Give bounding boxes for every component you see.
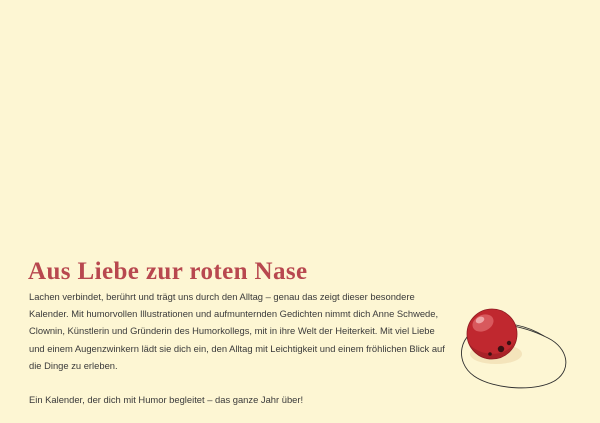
nose-speckle <box>507 341 511 345</box>
paragraph-2: Ein Kalender, der dich mit Humor begleitet – das ganze Jahr über! <box>29 394 304 406</box>
nose-speckle <box>498 346 504 352</box>
page-title: Aus Liebe zur roten Nase <box>28 257 308 285</box>
body-copy <box>29 288 445 408</box>
red-clown-nose-illustration <box>452 296 592 406</box>
paragraph-1: Lachen verbindet, berührt und trägt uns durch den Alltag – genau das zeigt dieser besondere Kalender. Mit humorvollen Illustrationen und aufmunternden Gedichten nimmt dich Anne Schwede, Clownin, Künstlerin und Gründerin des Humorkollegs, mit in ihre Welt der Heiterkeit. Mit viel Liebe und einem Augenzwinkern lädt sie dich ein, den Alltag mit Leichtigkeit und einem fröhlichen Blick auf die Dinge zu erleben. <box>29 291 445 371</box>
nose-speckle <box>488 352 492 356</box>
